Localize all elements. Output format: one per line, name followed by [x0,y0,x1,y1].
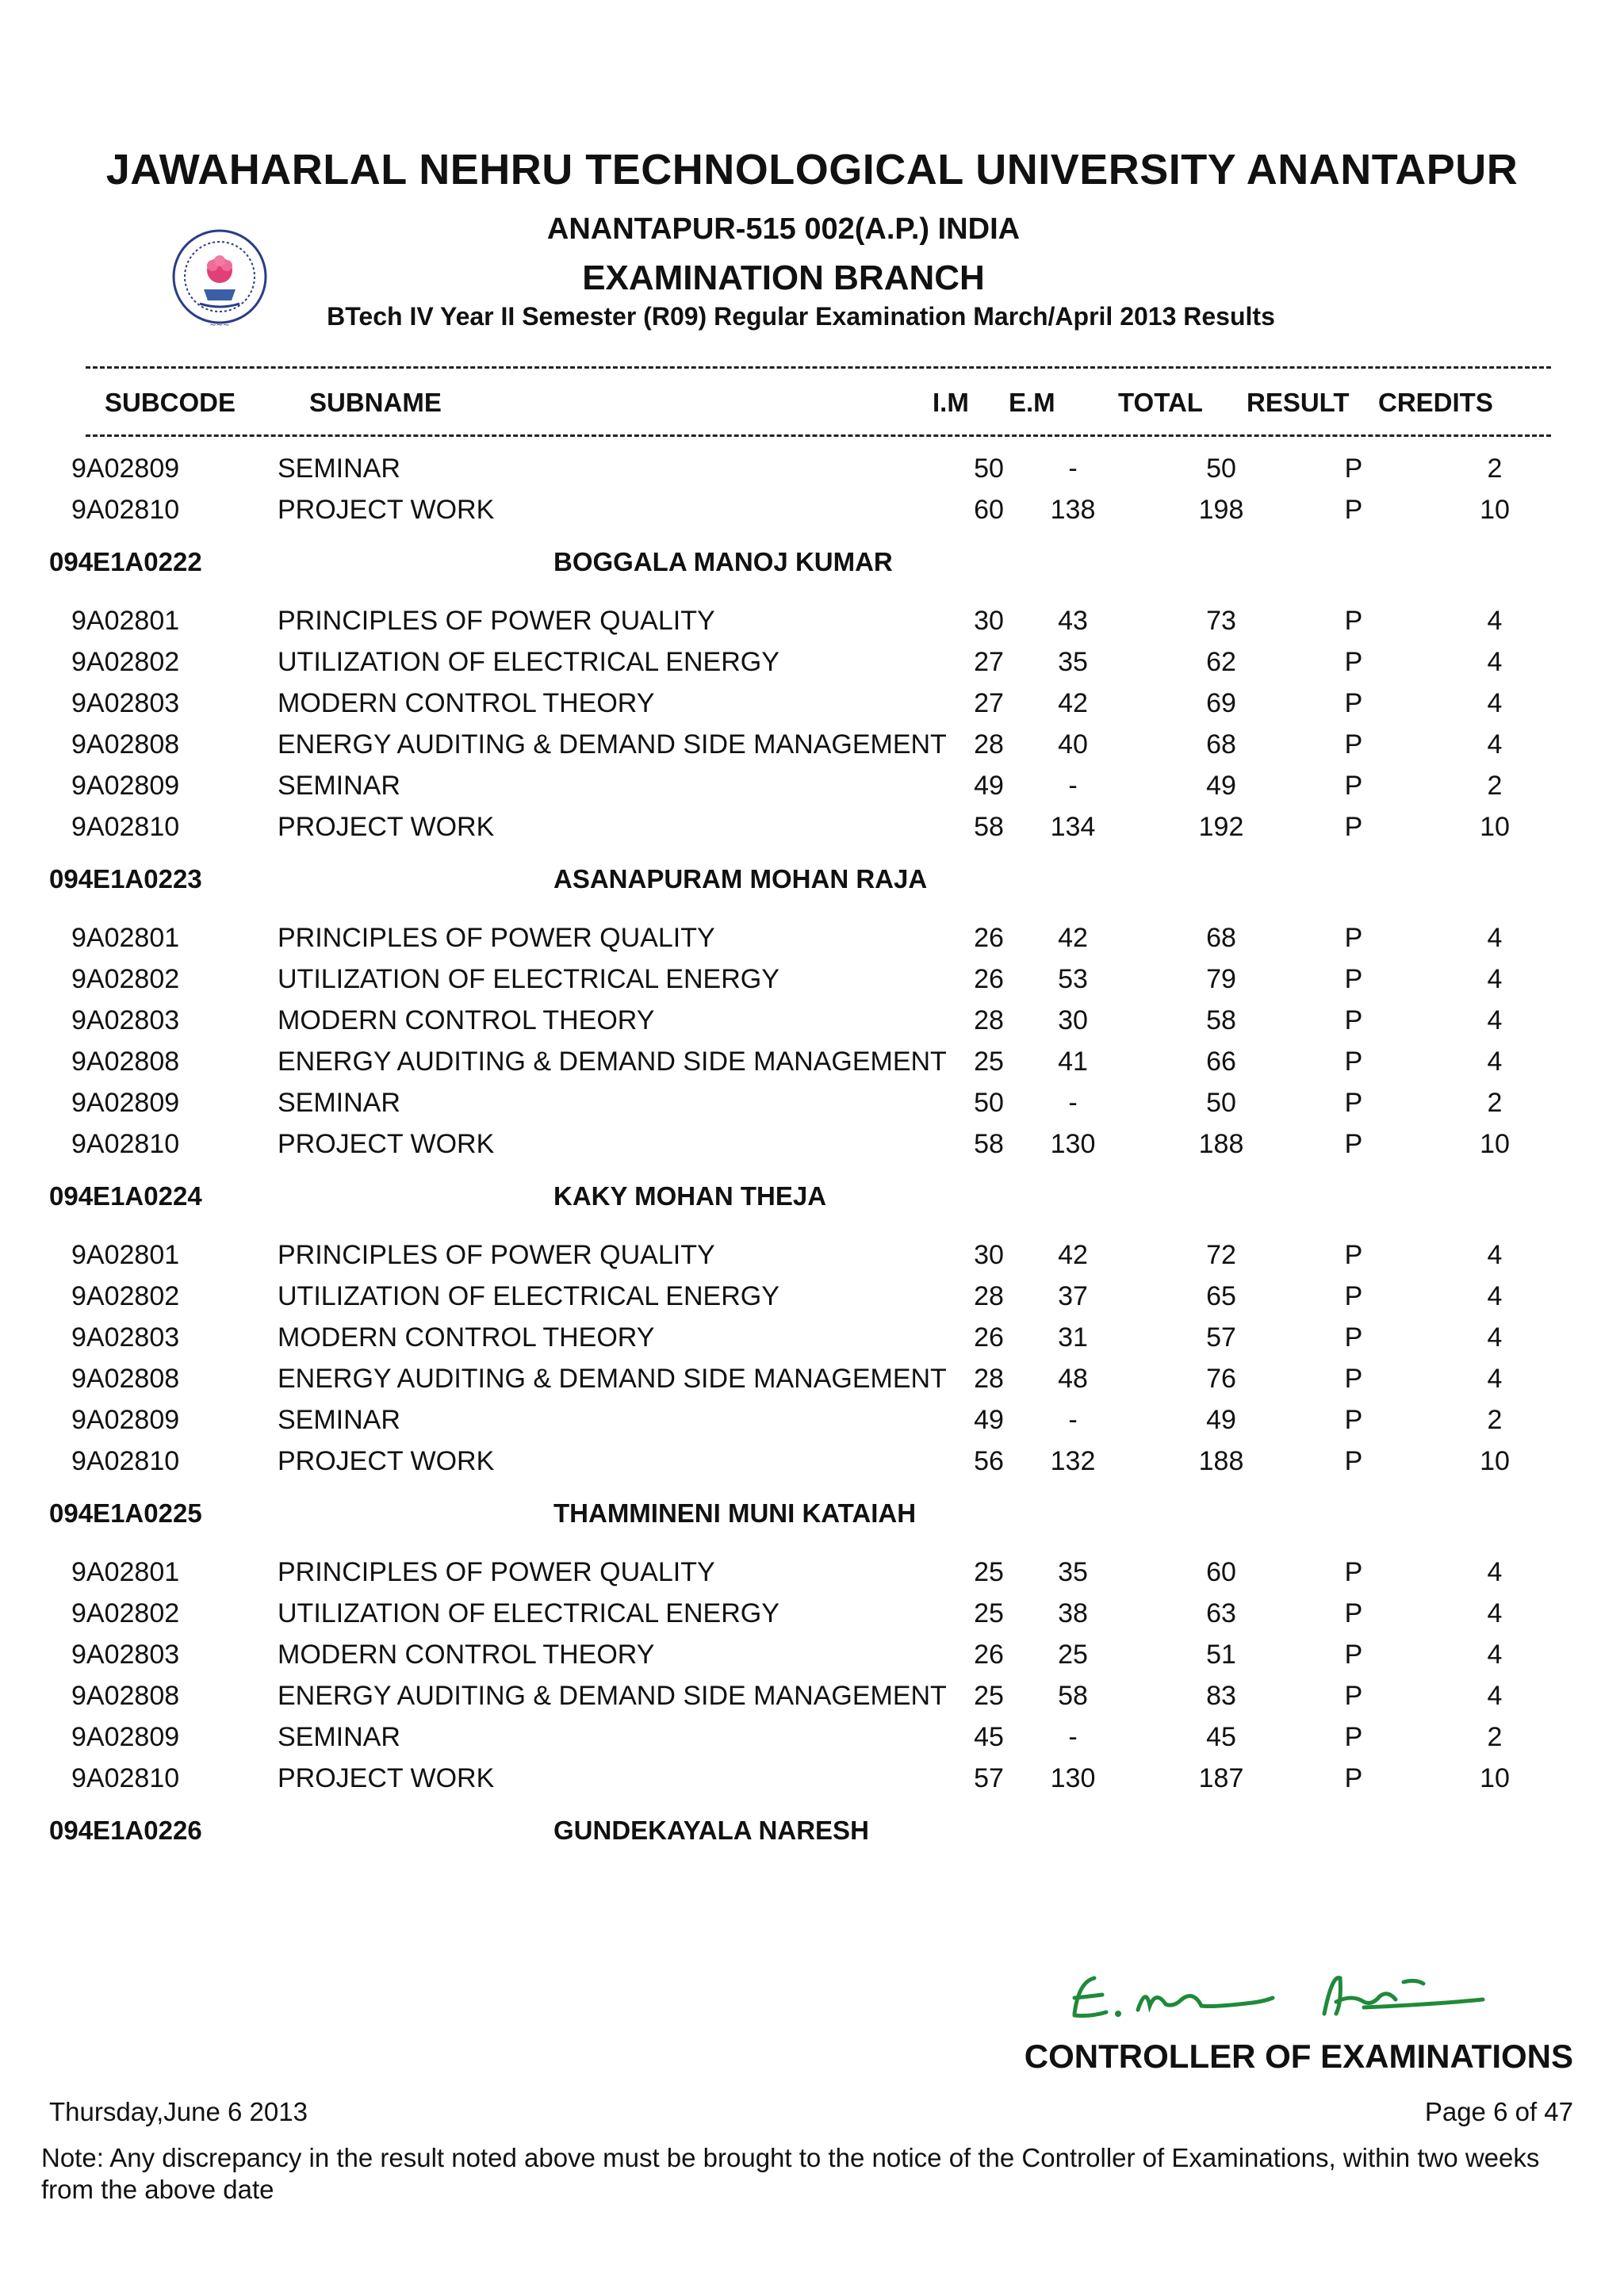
internal-marks: 26 [974,923,1004,953]
external-marks: 41 [1058,1047,1088,1077]
result-status: P [1344,812,1363,842]
credits: 2 [1487,453,1503,484]
result-status: P [1344,1129,1363,1159]
result-status: P [1344,647,1363,677]
table-row [0,1557,1624,1589]
col-header-credits: CREDITS [1378,388,1493,417]
external-marks: - [1068,1088,1078,1118]
subject-name: PRINCIPLES OF POWER QUALITY [278,1557,715,1587]
result-status: P [1344,729,1363,760]
result-status: P [1344,1322,1363,1353]
table-row [0,1640,1624,1671]
subject-code: 9A02809 [71,1405,180,1435]
external-marks: 58 [1058,1681,1088,1711]
internal-marks: 25 [974,1598,1004,1628]
table-row [0,1598,1624,1630]
external-marks: - [1068,1405,1078,1435]
svg-text:~~~: ~~~ [209,321,230,330]
credits: 10 [1480,812,1510,842]
hall-ticket-number: 094E1A0224 [49,1181,202,1211]
external-marks: - [1068,453,1078,484]
external-marks: 132 [1050,1446,1096,1476]
credits: 4 [1487,1364,1503,1394]
handwritten-signature-icon [1063,1958,1507,2030]
student-name: THAMMINENI MUNI KATAIAH [553,1498,917,1528]
external-marks: 30 [1058,1005,1088,1035]
credits: 4 [1487,1281,1503,1311]
total-marks: 58 [1206,1005,1236,1035]
credits: 2 [1487,1405,1503,1435]
internal-marks: 30 [974,1240,1004,1270]
subject-name: MODERN CONTROL THEORY [278,1005,655,1035]
student-header [0,547,1624,579]
subject-name: SEMINAR [278,453,400,484]
external-marks: 35 [1058,1557,1088,1587]
result-status: P [1344,1446,1363,1476]
subject-name: PRINCIPLES OF POWER QUALITY [278,923,715,953]
external-marks: 138 [1050,495,1096,525]
external-marks: 134 [1050,812,1096,842]
result-status: P [1344,1722,1363,1752]
table-row [0,1364,1624,1395]
internal-marks: 26 [974,964,1004,994]
subject-code: 9A02810 [71,1446,180,1476]
table-row [0,771,1624,802]
credits: 10 [1480,1763,1510,1793]
col-header-result: RESULT [1247,388,1350,417]
external-marks: 48 [1058,1364,1088,1394]
internal-marks: 57 [974,1763,1004,1793]
result-status: P [1344,771,1363,801]
result-status: P [1344,1364,1363,1394]
internal-marks: 50 [974,1088,1004,1118]
internal-marks: 45 [974,1722,1004,1752]
result-status: P [1344,1640,1363,1670]
table-row [0,688,1624,720]
table-row [0,1763,1624,1795]
external-marks: 42 [1058,1240,1088,1270]
internal-marks: 56 [974,1446,1004,1476]
subject-name: MODERN CONTROL THEORY [278,1322,655,1353]
hall-ticket-number: 094E1A0222 [49,547,202,576]
external-marks: 40 [1058,729,1088,760]
total-marks: 66 [1206,1047,1236,1077]
subject-code: 9A02810 [71,812,180,842]
internal-marks: 58 [974,1129,1004,1159]
subject-name: UTILIZATION OF ELECTRICAL ENERGY [278,964,779,994]
credits: 4 [1487,1598,1503,1628]
subject-name: UTILIZATION OF ELECTRICAL ENERGY [278,647,779,677]
result-status: P [1344,495,1363,525]
result-status: P [1344,1047,1363,1077]
hall-ticket-number: 094E1A0223 [49,864,202,894]
total-marks: 50 [1206,453,1236,484]
subject-name: MODERN CONTROL THEORY [278,1640,655,1670]
page-number: Page 6 of 47 [1424,2097,1573,2126]
table-row [0,1446,1624,1478]
internal-marks: 26 [974,1640,1004,1670]
student-name: ASANAPURAM MOHAN RAJA [553,864,928,894]
external-marks: - [1068,1722,1078,1752]
subject-code: 9A02801 [71,1557,180,1587]
total-marks: 192 [1198,812,1244,842]
total-marks: 188 [1198,1129,1244,1159]
student-header [0,1181,1624,1213]
credits: 4 [1487,647,1503,677]
credits: 4 [1487,1557,1503,1587]
total-marks: 198 [1198,495,1244,525]
internal-marks: 30 [974,606,1004,636]
university-address: ANANTAPUR-515 002(A.P.) INDIA [546,212,1021,246]
total-marks: 60 [1206,1557,1236,1587]
credits: 10 [1480,1129,1510,1159]
total-marks: 62 [1206,647,1236,677]
table-row [0,812,1624,844]
header-divider-top [86,366,1551,369]
credits: 10 [1480,495,1510,525]
table-row [0,1322,1624,1354]
result-status: P [1344,1405,1363,1435]
credits: 4 [1487,964,1503,994]
header-divider-bottom [86,434,1551,437]
total-marks: 51 [1206,1640,1236,1670]
subject-name: PROJECT WORK [278,1763,495,1793]
table-row [0,453,1624,485]
total-marks: 79 [1206,964,1236,994]
table-row [0,1005,1624,1037]
subject-name: PROJECT WORK [278,812,495,842]
subject-name: PROJECT WORK [278,1129,495,1159]
subject-code: 9A02809 [71,453,180,484]
table-row [0,1281,1624,1313]
subject-code: 9A02808 [71,1681,180,1711]
col-header-total: TOTAL [1118,388,1203,417]
total-marks: 68 [1206,923,1236,953]
internal-marks: 27 [974,688,1004,718]
credits: 4 [1487,1322,1503,1353]
table-row [0,1681,1624,1712]
student-name: GUNDEKAYALA NARESH [553,1816,869,1845]
result-status: P [1344,964,1363,994]
result-status: P [1344,1240,1363,1270]
credits: 4 [1487,1640,1503,1670]
subject-code: 9A02808 [71,1364,180,1394]
subject-code: 9A02808 [71,729,180,760]
subject-code: 9A02803 [71,1322,180,1353]
result-status: P [1344,1763,1363,1793]
credits: 4 [1487,688,1503,718]
subject-name: ENERGY AUDITING & DEMAND SIDE MANAGEMENT [278,1047,947,1077]
subject-name: ENERGY AUDITING & DEMAND SIDE MANAGEMENT [278,729,947,760]
external-marks: 130 [1050,1763,1096,1793]
subject-code: 9A02809 [71,771,180,801]
student-header [0,1498,1624,1530]
internal-marks: 28 [974,1364,1004,1394]
student-name: BOGGALA MANOJ KUMAR [553,547,893,576]
subject-code: 9A02808 [71,1047,180,1077]
total-marks: 187 [1198,1763,1244,1793]
col-header-subcode: SUBCODE [105,388,236,417]
table-row [0,923,1624,955]
total-marks: 68 [1206,729,1236,760]
table-row [0,1240,1624,1272]
internal-marks: 27 [974,647,1004,677]
total-marks: 57 [1206,1322,1236,1353]
result-status: P [1344,1088,1363,1118]
credits: 4 [1487,729,1503,760]
subject-name: SEMINAR [278,1722,400,1752]
col-header-em: E.M [1009,388,1055,417]
subject-name: PRINCIPLES OF POWER QUALITY [278,606,715,636]
external-marks: 31 [1058,1322,1088,1353]
result-status: P [1344,606,1363,636]
discrepancy-note: Note: Any discrepancy in the result noted above must be brought to the notice of the Controller of Examinations, within two weeks from the above date [41,2143,1540,2204]
subject-code: 9A02810 [71,1129,180,1159]
result-status: P [1344,688,1363,718]
table-row [0,1047,1624,1078]
result-status: P [1344,1281,1363,1311]
total-marks: 69 [1206,688,1236,718]
student-header [0,864,1624,896]
subject-code: 9A02809 [71,1722,180,1752]
total-marks: 72 [1206,1240,1236,1270]
external-marks: 25 [1058,1640,1088,1670]
internal-marks: 28 [974,1005,1004,1035]
result-status: P [1344,1598,1363,1628]
subject-code: 9A02801 [71,1240,180,1270]
subject-name: ENERGY AUDITING & DEMAND SIDE MANAGEMENT [278,1364,947,1394]
internal-marks: 60 [974,495,1004,525]
credits: 4 [1487,1681,1503,1711]
subject-code: 9A02810 [71,495,180,525]
subject-name: UTILIZATION OF ELECTRICAL ENERGY [278,1598,779,1628]
external-marks: 130 [1050,1129,1096,1159]
external-marks: 42 [1058,923,1088,953]
credits: 2 [1487,1088,1503,1118]
total-marks: 49 [1206,1405,1236,1435]
total-marks: 50 [1206,1088,1236,1118]
exam-description: BTech IV Year II Semester (R09) Regular Examination March/April 2013 Results [327,302,1275,331]
subject-name: SEMINAR [278,1088,400,1118]
total-marks: 188 [1198,1446,1244,1476]
col-header-im: I.M [933,388,969,417]
credits: 2 [1487,771,1503,801]
credits: 4 [1487,1005,1503,1035]
subject-code: 9A02802 [71,647,180,677]
university-title: JAWAHARLAL NEHRU TECHNOLOGICAL UNIVERSITY ANANTAPUR [105,146,1519,193]
credits: 4 [1487,606,1503,636]
table-row [0,1405,1624,1437]
subject-name: MODERN CONTROL THEORY [278,688,655,718]
subject-name: PROJECT WORK [278,495,495,525]
internal-marks: 26 [974,1322,1004,1353]
subject-code: 9A02803 [71,688,180,718]
credits: 10 [1480,1446,1510,1476]
internal-marks: 58 [974,812,1004,842]
total-marks: 65 [1206,1281,1236,1311]
table-row [0,1088,1624,1119]
subject-code: 9A02809 [71,1088,180,1118]
credits: 4 [1487,1047,1503,1077]
subject-name: UTILIZATION OF ELECTRICAL ENERGY [278,1281,779,1311]
subject-code: 9A02803 [71,1640,180,1670]
issue-date: Thursday,June 6 2013 [49,2097,308,2126]
external-marks: - [1068,771,1078,801]
controller-of-examinations: CONTROLLER OF EXAMINATIONS [1024,2038,1573,2075]
subject-name: PROJECT WORK [278,1446,495,1476]
internal-marks: 28 [974,729,1004,760]
table-row [0,729,1624,761]
subject-code: 9A02810 [71,1763,180,1793]
total-marks: 83 [1206,1681,1236,1711]
credits: 2 [1487,1722,1503,1752]
total-marks: 49 [1206,771,1236,801]
result-status: P [1344,1557,1363,1587]
external-marks: 35 [1058,647,1088,677]
table-row [0,606,1624,637]
internal-marks: 25 [974,1681,1004,1711]
internal-marks: 49 [974,1405,1004,1435]
table-row [0,964,1624,996]
subject-name: ENERGY AUDITING & DEMAND SIDE MANAGEMENT [278,1681,947,1711]
total-marks: 73 [1206,606,1236,636]
student-name: KAKY MOHAN THEJA [553,1181,827,1211]
result-status: P [1344,453,1363,484]
credits: 4 [1487,1240,1503,1270]
table-row [0,1129,1624,1161]
hall-ticket-number: 094E1A0225 [49,1498,202,1528]
internal-marks: 25 [974,1047,1004,1077]
internal-marks: 25 [974,1557,1004,1587]
examination-branch-heading: EXAMINATION BRANCH [582,258,985,297]
result-status: P [1344,923,1363,953]
table-row [0,1722,1624,1754]
external-marks: 42 [1058,688,1088,718]
total-marks: 45 [1206,1722,1236,1752]
total-marks: 63 [1206,1598,1236,1628]
internal-marks: 28 [974,1281,1004,1311]
external-marks: 37 [1058,1281,1088,1311]
result-status: P [1344,1681,1363,1711]
subject-name: SEMINAR [278,1405,400,1435]
subject-name: SEMINAR [278,771,400,801]
internal-marks: 49 [974,771,1004,801]
table-row [0,647,1624,679]
total-marks: 76 [1206,1364,1236,1394]
hall-ticket-number: 094E1A0226 [49,1816,202,1845]
credits: 4 [1487,923,1503,953]
external-marks: 53 [1058,964,1088,994]
subject-code: 9A02801 [71,606,180,636]
subject-code: 9A02803 [71,1005,180,1035]
subject-code: 9A02801 [71,923,180,953]
subject-name: PRINCIPLES OF POWER QUALITY [278,1240,715,1270]
external-marks: 38 [1058,1598,1088,1628]
table-row [0,495,1624,526]
subject-code: 9A02802 [71,1281,180,1311]
student-header [0,1816,1624,1847]
col-header-subname: SUBNAME [309,388,442,417]
internal-marks: 50 [974,453,1004,484]
external-marks: 43 [1058,606,1088,636]
subject-code: 9A02802 [71,1598,180,1628]
subject-code: 9A02802 [71,964,180,994]
result-status: P [1344,1005,1363,1035]
